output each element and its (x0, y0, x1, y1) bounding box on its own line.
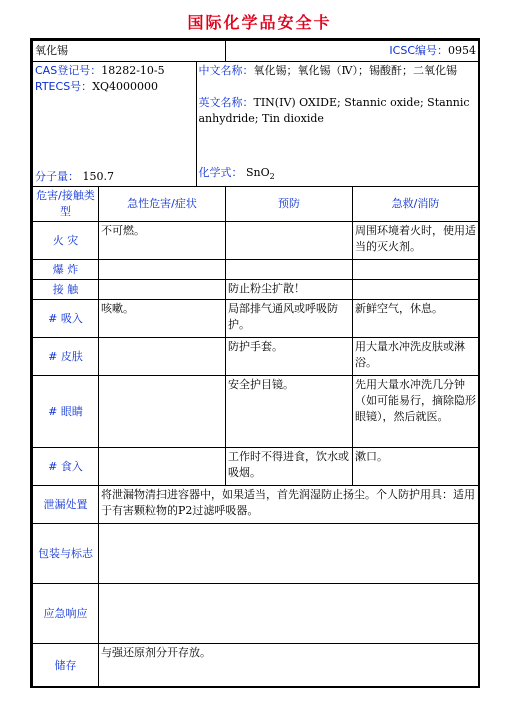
row-symptom (99, 448, 226, 486)
section-text-packaging (99, 524, 479, 584)
row-symptom: 不可燃。 (99, 222, 226, 260)
row-first-aid: 新鲜空气，休息。 (353, 300, 479, 338)
chemical-formula (196, 164, 478, 186)
rtecs-label: RTECS号： (35, 80, 93, 93)
row-prevention (226, 222, 353, 260)
card-title: 国际化学品安全卡 (187, 13, 332, 32)
row-symptom (99, 280, 226, 300)
names-cell (196, 62, 478, 164)
section-label-packaging: 包装与标志 (33, 524, 99, 584)
table-row (33, 222, 479, 260)
section-label-spill: 泄漏处置 (33, 486, 99, 524)
row-prevention: 安全护目镜。 (226, 376, 353, 448)
table-row (33, 260, 479, 280)
en-name-label: 英文名称： (198, 96, 254, 109)
identifiers-block (33, 62, 479, 187)
row-label-eyes: # 眼睛 (33, 376, 99, 448)
en-names: TIN(IV) OXIDE; Stannic oxide; Stannic anhydride; Tin dioxide (198, 96, 470, 125)
row-prevention: 防止粉尘扩散！ (226, 280, 353, 300)
section-packaging (33, 524, 479, 584)
section-text-emergency (99, 584, 479, 644)
row-prevention: 工作时不得进食，饮水或吸烟。 (226, 448, 353, 486)
table-row (33, 280, 479, 300)
table-row (33, 338, 479, 376)
safety-card (30, 38, 480, 688)
formula-subscript: 2 (269, 172, 275, 182)
row-symptom (99, 376, 226, 448)
section-emergency (33, 584, 479, 644)
section-spill (33, 486, 479, 524)
chemical-name-text: 氧化锡 (35, 44, 68, 57)
row-label-exposure: 接 触 (33, 280, 99, 300)
cn-names: 氧化锡；氧化锡（Ⅳ）；锡酸酐；二氧化锡 (253, 64, 457, 77)
section-text-storage: 与强还原剂分开存放。 (99, 644, 479, 688)
chemical-name (33, 41, 226, 62)
header-hazard-type: 危害/接触类型 (33, 187, 99, 222)
icsc-value: 0954 (448, 44, 476, 57)
table-row (33, 448, 479, 486)
card-table (32, 40, 479, 688)
row-prevention (226, 260, 353, 280)
row-label-ingestion: # 食入 (33, 448, 99, 486)
row-label-fire: 火 灾 (33, 222, 99, 260)
cas-number: 18282-10-5 (101, 64, 165, 77)
row-first-aid: 先用大量水冲洗几分钟（如可能易行，摘除隐形眼镜），然后就医。 (353, 376, 479, 448)
mw-label: 分子量： (35, 170, 79, 184)
row-symptom (99, 260, 226, 280)
header-first-aid: 急救/消防 (353, 187, 479, 222)
row-label-explosion: 爆 炸 (33, 260, 99, 280)
formula-main: SnO (246, 166, 270, 179)
section-text-spill: 将泄漏物清扫进容器中，如果适当，首先润湿防止扬尘。个人防护用具：适用于有害颗粒物的P2过滤呼吸器。 (99, 486, 479, 524)
row-prevention: 防护手套。 (226, 338, 353, 376)
row-label-skin: # 皮肤 (33, 338, 99, 376)
table-row (33, 376, 479, 448)
row-prevention: 局部排气通风或呼吸防护。 (226, 300, 353, 338)
row-first-aid: 用大量水冲洗皮肤或淋浴。 (353, 338, 479, 376)
section-label-emergency: 应急响应 (33, 584, 99, 644)
row-first-aid: 漱口。 (353, 448, 479, 486)
icsc-label: ICSC编号： (389, 44, 448, 57)
rtecs-number: XQ4000000 (92, 80, 159, 93)
header-prevention: 预防 (226, 187, 353, 222)
molecular-weight (33, 164, 196, 186)
cn-name-label: 中文名称： (198, 64, 254, 77)
row-label-inhalation: # 吸入 (33, 300, 99, 338)
cas-label: CAS登记号： (35, 64, 102, 77)
section-storage (33, 644, 479, 688)
row-first-aid (353, 260, 479, 280)
row-first-aid: 周围环境着火时，使用适当的灭火剂。 (353, 222, 479, 260)
header-symptoms: 急性危害/症状 (99, 187, 226, 222)
registry-ids (33, 62, 196, 128)
icsc-number (226, 41, 479, 62)
row-symptom (99, 338, 226, 376)
formula-label: 化学式： (198, 166, 243, 179)
row-symptom: 咳嗽。 (99, 300, 226, 338)
section-label-storage: 储存 (33, 644, 99, 688)
row-first-aid (353, 280, 479, 300)
table-row (33, 300, 479, 338)
mw-value: 150.7 (82, 170, 114, 184)
